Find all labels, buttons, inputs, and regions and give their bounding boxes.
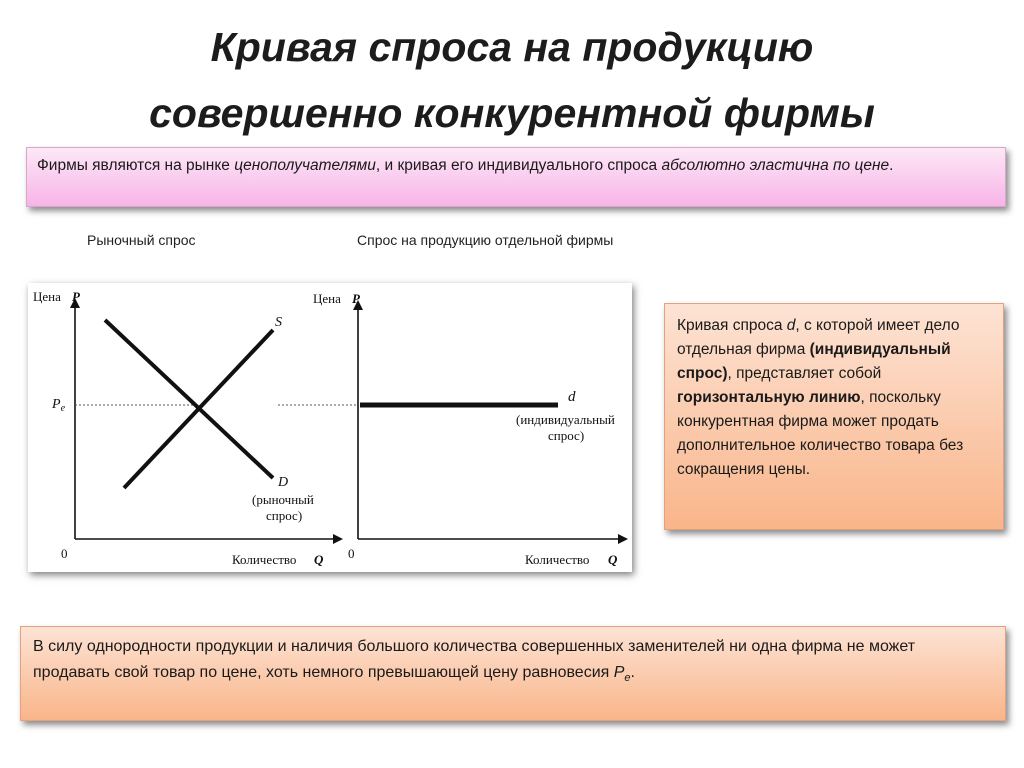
conclusion-pe: $P_e$	[613, 664, 631, 685]
demand-note-1: (рыночный	[252, 492, 314, 507]
demand-curve	[105, 320, 273, 478]
intro-box	[26, 147, 1006, 207]
firm-x-label: Количество	[525, 552, 590, 567]
title-line-1: Кривая спроса на продукцию	[210, 24, 814, 70]
firm-origin: 0	[348, 546, 355, 561]
conclusion-text: В силу однородности продукции и наличия большого количества совершенных заменителей ни одна фирма не может продавать свой товар по цене, хоть немного превышающей цену равновесия	[33, 638, 916, 681]
explanation-bold-2: горизонтальную линию	[677, 389, 861, 406]
intro-italic-1: ценополучателями	[234, 157, 376, 174]
graphs-panel	[28, 283, 632, 572]
firm-graph	[278, 291, 623, 567]
explanation-box	[664, 303, 1004, 530]
page-title	[0, 14, 1024, 146]
intro-text-1: Фирмы являются на рынке	[37, 157, 235, 174]
market-x-label: Количество	[232, 552, 297, 567]
market-x-symbol: Q	[314, 552, 324, 567]
market-pe-label: $P_e$	[52, 397, 66, 414]
conclusion-end: .	[630, 664, 635, 681]
intro-text-2: , и кривая его индивидуального спроса	[375, 157, 662, 174]
intro-italic-2: абсолютно эластична по цене	[661, 157, 890, 174]
firm-demand-note-1: (индивидуальный	[516, 412, 615, 427]
intro-text-3: .	[889, 157, 894, 174]
firm-demand-label: d	[568, 389, 576, 405]
market-y-symbol: P	[72, 289, 80, 304]
demand-note-2: спрос)	[266, 508, 303, 523]
explanation-text-4: , поскольку конкурентная фирма может продать дополнительное количество товара без сокращения цены.	[677, 389, 964, 478]
market-y-label: Цена	[33, 289, 61, 304]
title-line-2: совершенно конкурентной фирмы	[149, 90, 875, 136]
graphs-svg	[28, 283, 632, 572]
explanation-italic-d: d	[786, 317, 796, 334]
firm-x-symbol: Q	[608, 552, 618, 567]
caption-market-demand: Рыночный спрос	[87, 232, 196, 248]
explanation-text-1: Кривая спроса	[677, 317, 787, 334]
firm-y-symbol: P	[352, 291, 360, 306]
firm-demand-note-2: спрос)	[548, 428, 585, 443]
explanation-bold-1: (индивидуальный спрос)	[677, 341, 951, 382]
caption-firm-demand: Спрос на продукцию отдельной фирмы	[357, 232, 614, 248]
supply-label: S	[275, 315, 282, 330]
demand-label: D	[278, 475, 289, 490]
conclusion-box	[20, 626, 1006, 721]
explanation-text-2: , с которой имеет дело отдельная фирма	[677, 317, 960, 358]
market-origin: 0	[61, 546, 68, 561]
market-graph	[33, 289, 338, 567]
explanation-text-3: , представляет собой	[727, 365, 882, 382]
firm-y-label: Цена	[313, 291, 341, 306]
